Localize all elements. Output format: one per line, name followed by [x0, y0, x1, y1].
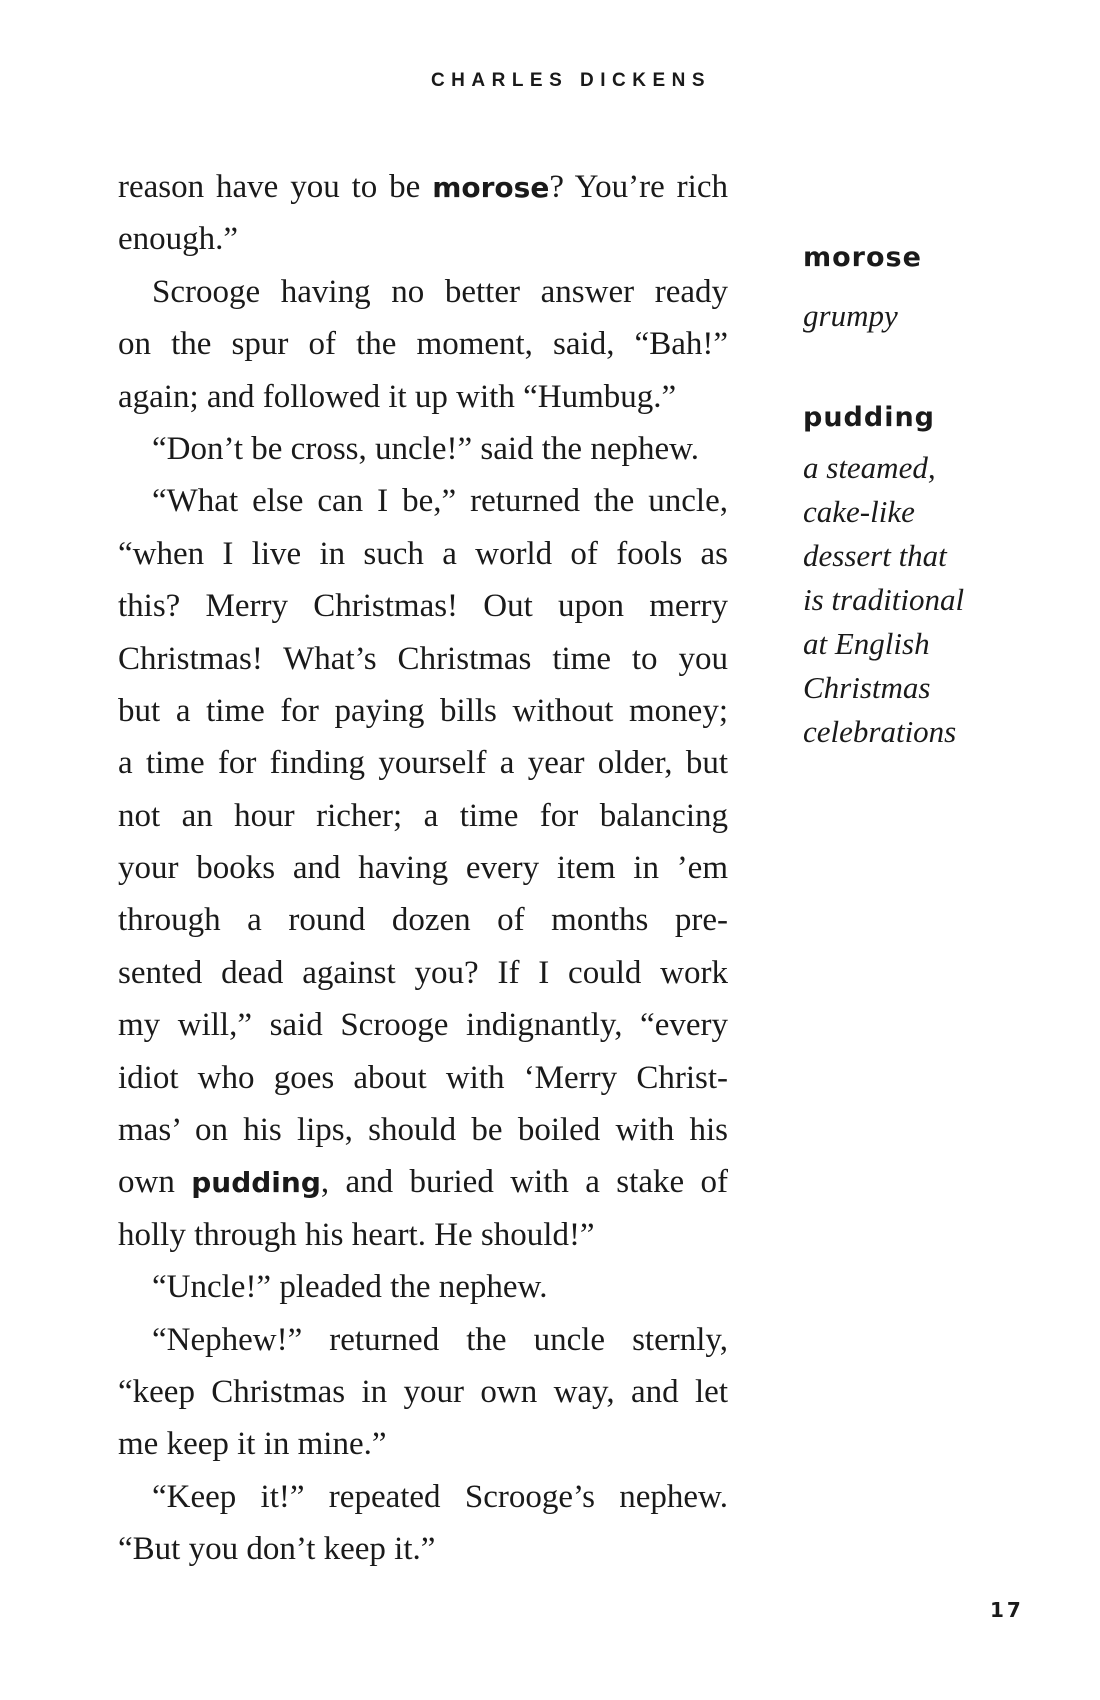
- body-line: “when I live in such a world of fools as: [118, 535, 728, 572]
- definition-line: dessert that: [803, 538, 947, 573]
- body-line: Scrooge having no better answer ready: [152, 273, 728, 310]
- body-line: on the spur of the moment, said, “Bah!”: [118, 326, 728, 363]
- body-line: through a round dozen of months pre-: [118, 902, 728, 939]
- glossary-term: morose: [803, 242, 922, 273]
- body-text: [118, 161, 728, 1576]
- text-run: reason have you to be: [118, 169, 433, 205]
- body-line: “Uncle!” pleaded the nephew.: [152, 1269, 548, 1306]
- definition-line: at English: [803, 626, 930, 661]
- text-run: , and buried with a stake of: [320, 1164, 728, 1201]
- body-line: “Don’t be cross, uncle!” said the nephew.: [152, 430, 700, 467]
- glossary-entry: [803, 400, 1043, 754]
- glossary-term-highlight: pudding: [191, 1166, 321, 1200]
- body-line: idiot who goes about with ‘Merry Christ-: [118, 1059, 728, 1096]
- body-line: [118, 1156, 728, 1208]
- text-run: ? You’re rich: [549, 169, 728, 205]
- glossary-term-highlight: morose: [432, 171, 550, 204]
- body-line: “What else can I be,” returned the uncle,: [152, 483, 728, 520]
- body-line: “keep Christmas in your own way, and let: [118, 1373, 728, 1410]
- page-number: 17: [990, 1598, 1024, 1622]
- body-line: “Nephew!” returned the uncle sternly,: [152, 1321, 728, 1358]
- body-line: Christmas! What’s Christmas time to you: [118, 640, 728, 677]
- body-line: mas’ on his lips, should be boiled with his: [118, 1112, 728, 1149]
- body-line: [118, 161, 728, 213]
- definition-line: celebrations: [803, 714, 957, 749]
- body-line: sented dead against you? If I could work: [118, 954, 728, 991]
- body-line: not an hour richer; a time for balancing: [118, 797, 728, 834]
- body-line: again; and followed it up with “Humbug.”: [118, 378, 677, 415]
- body-line: me keep it in mine.”: [118, 1426, 387, 1463]
- definition-line: a steamed,: [803, 450, 936, 485]
- glossary-sidebar: [803, 240, 1043, 754]
- body-line: this? Merry Christmas! Out upon merry: [118, 588, 728, 625]
- glossary-definition: [803, 446, 1043, 754]
- body-line: enough.”: [118, 221, 239, 258]
- glossary-definition: [803, 294, 1043, 338]
- glossary-term: pudding: [803, 402, 936, 433]
- running-head: CHARLES DICKENS: [430, 70, 712, 91]
- body-line: holly through his heart. He should!”: [118, 1216, 595, 1253]
- body-line: my will,” said Scrooge indignantly, “every: [118, 1007, 728, 1044]
- definition-line: cake-like: [803, 494, 915, 529]
- definition-line: Christmas: [803, 670, 931, 705]
- glossary-entry: [803, 240, 1043, 338]
- definition-line: is traditional: [803, 582, 965, 617]
- body-line: a time for finding yourself a year older, but: [118, 745, 728, 782]
- body-line: “But you don’t keep it.”: [118, 1531, 436, 1568]
- body-line: your books and having every item in ’em: [118, 850, 728, 887]
- body-line: “Keep it!” repeated Scrooge’s nephew.: [152, 1478, 728, 1515]
- definition-line: grumpy: [803, 298, 898, 333]
- text-run: own: [118, 1164, 192, 1201]
- body-line: but a time for paying bills without money;: [118, 692, 728, 729]
